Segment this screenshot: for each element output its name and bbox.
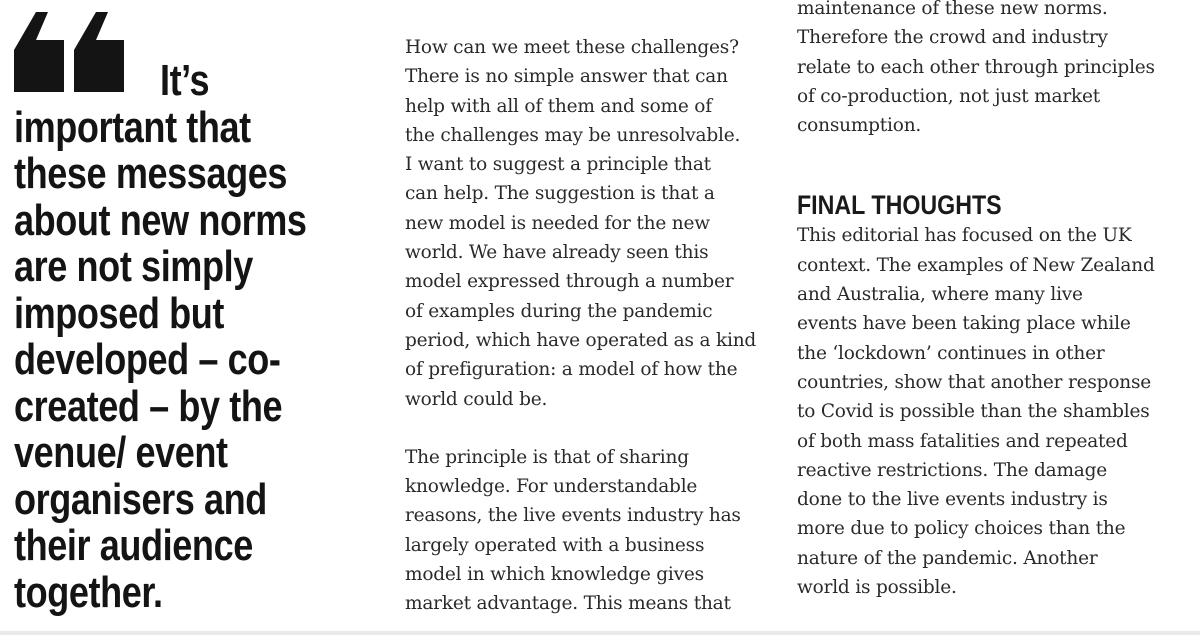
text-line: reactive restrictions. The damage	[797, 459, 1108, 481]
section-heading: FINAL THOUGHTS	[797, 190, 1002, 221]
text-line: of co-production, not just market	[797, 85, 1100, 107]
middle-column	[405, 33, 756, 619]
text-line: There is no simple answer that can	[405, 66, 728, 88]
text-line: world. We have already seen this	[405, 242, 709, 264]
text-line: the challenges may be unresolvable.	[405, 124, 741, 146]
text-line: events have been taking place while	[797, 313, 1131, 335]
text-line: model in which knowledge gives	[405, 564, 704, 586]
text-line: done to the live events industry is	[797, 489, 1108, 511]
text-line: world is possible.	[797, 577, 957, 599]
pull-quote-line: developed – co-	[14, 335, 281, 384]
text-line: maintenance of these new norms.	[797, 0, 1108, 19]
pull-quote-line: their audience	[14, 521, 253, 570]
pull-quote-line: venue/ event	[14, 428, 228, 477]
text-line: and Australia, where many live	[797, 284, 1083, 306]
text-line: knowledge. For understandable	[405, 476, 698, 498]
text-line: market advantage. This means that	[405, 593, 731, 615]
text-line: Therefore the crowd and industry	[797, 27, 1108, 49]
text-line: The principle is that of sharing	[405, 446, 689, 468]
text-line: help with all of them and some of	[405, 95, 712, 117]
text-line: nature of the pandemic. Another	[797, 547, 1098, 569]
text-line: of both mass fatalities and repeated	[797, 430, 1128, 452]
right-column	[797, 0, 1155, 602]
pull-quote-line: these messages	[14, 149, 288, 198]
text-line: new model is needed for the new	[405, 212, 710, 234]
pull-quote-text	[14, 56, 307, 617]
pull-quote-line: together.	[14, 567, 163, 617]
text-line: context. The examples of New Zealand	[797, 254, 1155, 276]
text-line: consumption.	[797, 115, 922, 137]
pull-quote-line: about new norms	[14, 195, 307, 245]
text-line: of examples during the pandemic	[405, 300, 713, 322]
pull-quote-line: important that	[14, 102, 251, 152]
text-line: can help. The suggestion is that a	[405, 183, 715, 205]
text-line: This editorial has focused on the UK	[797, 225, 1132, 247]
pull-quote-line: are not simply	[14, 242, 253, 291]
body-paragraph	[405, 33, 756, 414]
text-line: reasons, the live events industry has	[405, 505, 741, 527]
body-paragraph	[405, 443, 756, 619]
text-line: of prefiguration: a model of how the	[405, 359, 738, 381]
text-line: the ‘lockdown’ continues in other	[797, 342, 1105, 364]
text-line: period, which have operated as a kind	[405, 329, 757, 351]
text-line: model expressed through a number	[405, 271, 734, 293]
text-line: to Covid is possible than the shambles	[797, 401, 1150, 423]
text-line: I want to suggest a principle that	[405, 154, 711, 176]
text-line: How can we meet these challenges?	[405, 37, 739, 58]
page-bottom-divider	[0, 631, 1200, 635]
text-line: largely operated with a business	[405, 534, 705, 556]
pull-quote-line: organisers and	[14, 474, 267, 524]
text-line: countries, show that another response	[797, 371, 1152, 393]
body-paragraph	[797, 221, 1155, 602]
pull-quote-line: It’s	[159, 56, 210, 105]
body-paragraph	[797, 0, 1155, 140]
text-line: more due to policy choices than the	[797, 518, 1126, 540]
text-line: relate to each other through principles	[797, 56, 1155, 78]
pull-quote-line: created – by the	[14, 381, 283, 431]
text-line: world could be.	[405, 388, 548, 410]
pull-quote-line: imposed but	[14, 288, 224, 338]
